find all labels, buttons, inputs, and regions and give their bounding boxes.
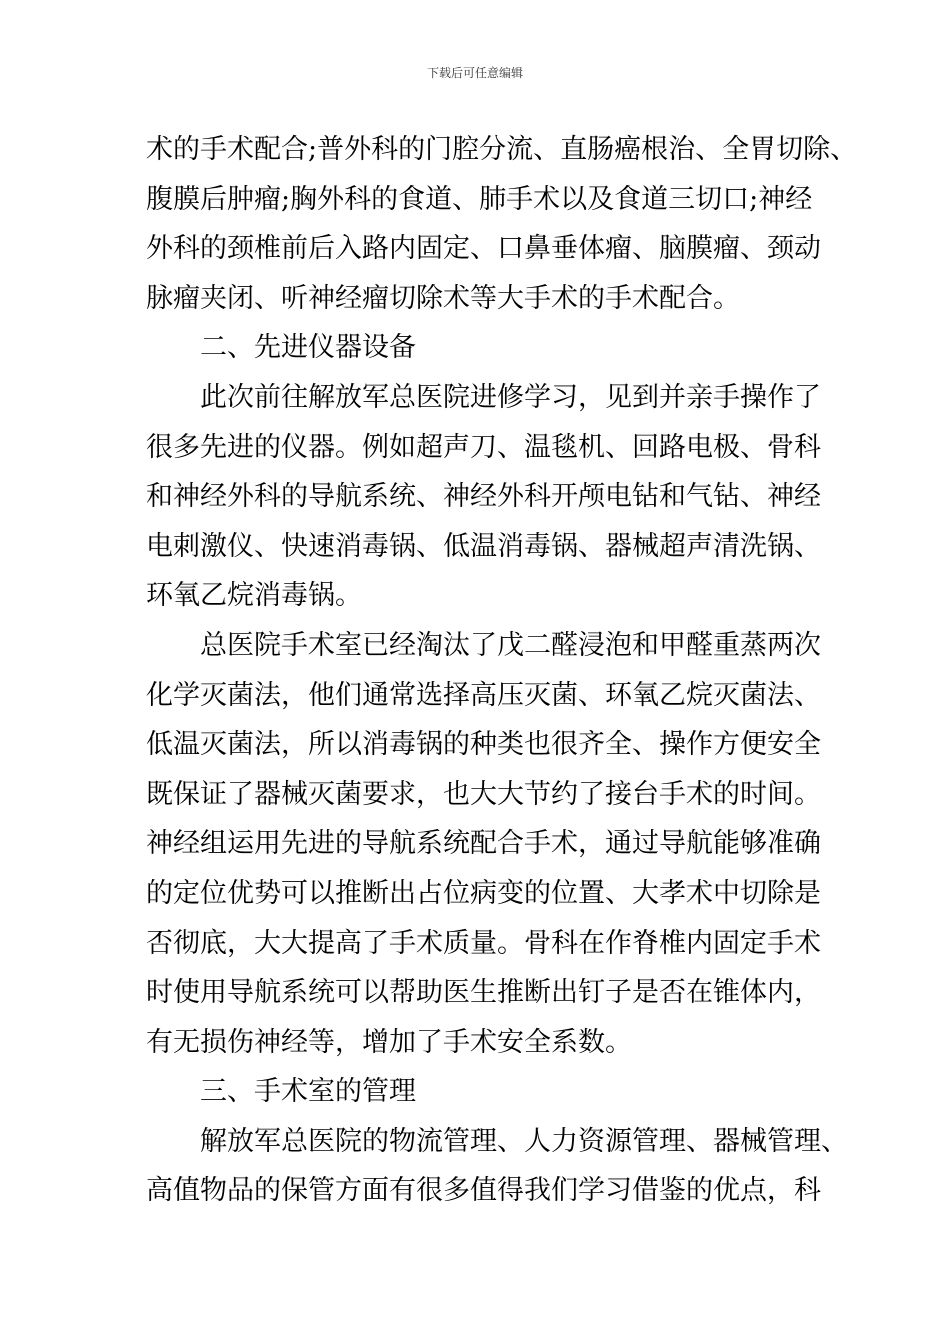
body-line: 外科的颈椎前后入路内固定、口鼻垂体瘤、脑膜瘤、颈动 bbox=[146, 233, 821, 265]
body-line: 低温灭菌法，所以消毒锅的种类也很齐全、操作方便安全 bbox=[146, 729, 821, 761]
document-body bbox=[146, 125, 858, 1216]
body-line: 此次前往解放军总医院进修学习，见到并亲手操作了 bbox=[200, 381, 821, 413]
body-line: 解放军总医院的物流管理、人力资源管理、器械管理、 bbox=[200, 1125, 848, 1157]
section-heading: 二、先进仪器设备 bbox=[200, 332, 416, 364]
body-line: 既保证了器械灭菌要求，也大大节约了接台手术的时间。 bbox=[146, 778, 821, 810]
body-line: 电刺激仪、快速消毒锅、低温消毒锅、器械超声清洗锅、 bbox=[146, 530, 821, 562]
body-line: 有无损伤神经等，增加了手术安全系数。 bbox=[146, 1026, 632, 1058]
body-line: 总医院手术室已经淘汰了戊二醛浸泡和甲醛重蒸两次 bbox=[200, 629, 821, 661]
body-line: 时使用导航系统可以帮助医生推断出钉子是否在锥体内， bbox=[146, 977, 821, 1009]
body-line: 高值物品的保管方面有很多值得我们学习借鉴的优点，科 bbox=[146, 1175, 821, 1207]
body-line: 很多先进的仪器。例如超声刀、温毯机、回路电极、骨科 bbox=[146, 431, 821, 463]
body-line: 脉瘤夹闭、听神经瘤切除术等大手术的手术配合。 bbox=[146, 282, 740, 314]
body-line: 神经组运用先进的导航系统配合手术，通过导航能够准确 bbox=[146, 828, 821, 860]
body-line: 环氧乙烷消毒锅。 bbox=[146, 580, 362, 612]
body-line: 化学灭菌法，他们通常选择高压灭菌、环氧乙烷灭菌法、 bbox=[146, 679, 821, 711]
body-line: 否彻底，大大提高了手术质量。骨科在作脊椎内固定手术 bbox=[146, 927, 821, 959]
body-line: 术的手术配合;普外科的门腔分流、直肠癌根治、全胃切除、 bbox=[146, 134, 858, 165]
body-line: 和神经外科的导航系统、神经外科开颅电钻和气钻、神经 bbox=[146, 481, 821, 513]
section-heading: 三、手术室的管理 bbox=[200, 1076, 416, 1108]
page-header: 下载后可任意编辑 bbox=[426, 66, 523, 80]
body-line: 腹膜后肿瘤;胸外科的食道、肺手术以及食道三切口;神经 bbox=[146, 183, 813, 215]
body-line: 的定位优势可以推断出占位病变的位置、大孝术中切除是 bbox=[146, 877, 821, 909]
